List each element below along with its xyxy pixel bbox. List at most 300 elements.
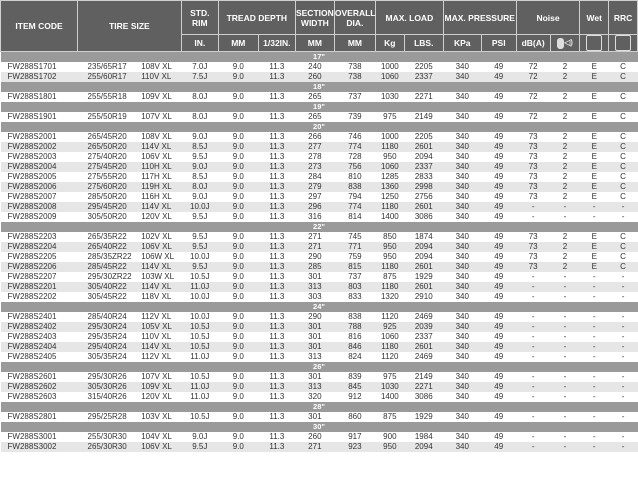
load-lbs-cell: 2094: [404, 442, 443, 452]
item-code-cell: FW288S2006: [1, 182, 78, 192]
rrc-grade-cell: C: [609, 112, 638, 122]
noise-class-cell: 2: [550, 172, 580, 182]
tread-32-cell: 11.3: [258, 142, 295, 152]
wet-grade-cell: -: [580, 392, 609, 402]
table-header: [1, 1, 638, 52]
tire-size-cell: 255/50R19: [78, 112, 140, 122]
pressure-kpa-cell: 340: [443, 262, 481, 272]
noise-db-cell: 73: [516, 152, 550, 162]
overall-dia-cell: 824: [334, 352, 375, 362]
wet-grade-cell: -: [580, 352, 609, 362]
item-code-cell: FW288S2403: [1, 332, 78, 342]
pressure-psi-cell: 49: [481, 332, 516, 342]
std-rim-cell: 10.0J: [181, 312, 218, 322]
load-lbs-cell: 3086: [404, 392, 443, 402]
tread-mm-cell: 9.0: [218, 172, 258, 182]
wet-icon-cell: [580, 35, 609, 52]
load-index-cell: 106V XL: [139, 442, 181, 452]
tire-size-cell: 255/60R17: [78, 72, 140, 82]
wet-grade-cell: E: [580, 252, 609, 262]
unit-load-kg: Kg: [375, 35, 404, 52]
rrc-grade-cell: C: [609, 92, 638, 102]
tread-mm-cell: 9.0: [218, 112, 258, 122]
load-kg-cell: 1360: [375, 182, 404, 192]
rrc-grade-cell: -: [609, 332, 638, 342]
load-lbs-cell: 1874: [404, 232, 443, 242]
pressure-kpa-cell: 340: [443, 72, 481, 82]
rim-size-section-header: [1, 122, 638, 132]
tire-size-cell: 295/30R24: [78, 322, 140, 332]
std-rim-cell: 11.0J: [181, 282, 218, 292]
rrc-grade-cell: -: [609, 352, 638, 362]
load-index-cell: 117H XL: [139, 172, 181, 182]
tread-32-cell: 11.3: [258, 72, 295, 82]
pressure-psi-cell: 49: [481, 242, 516, 252]
rrc-grade-cell: C: [609, 72, 638, 82]
table-row: [1, 292, 638, 302]
pressure-psi-cell: 49: [481, 372, 516, 382]
load-kg-cell: 875: [375, 412, 404, 422]
rim-size-label: 24": [1, 302, 638, 312]
overall-dia-cell: 739: [334, 112, 375, 122]
wet-grade-cell: E: [580, 242, 609, 252]
tread-32-cell: 11.3: [258, 272, 295, 282]
load-lbs-cell: 2337: [404, 162, 443, 172]
table-row: [1, 312, 638, 322]
pressure-kpa-cell: 340: [443, 202, 481, 212]
overall-dia-cell: 838: [334, 312, 375, 322]
pressure-psi-cell: 49: [481, 162, 516, 172]
tire-size-cell: 285/45R22: [78, 262, 140, 272]
table-row: [1, 202, 638, 212]
load-kg-cell: 1180: [375, 282, 404, 292]
std-rim-cell: 10.0J: [181, 252, 218, 262]
pressure-psi-cell: 49: [481, 92, 516, 102]
load-kg-cell: 1400: [375, 212, 404, 222]
section-width-cell: 290: [295, 312, 334, 322]
load-lbs-cell: 2094: [404, 242, 443, 252]
pressure-psi-cell: 49: [481, 292, 516, 302]
table-body: [1, 52, 638, 453]
table-row: [1, 72, 638, 82]
wet-grade-cell: E: [580, 232, 609, 242]
tread-32-cell: 11.3: [258, 342, 295, 352]
noise-class-cell: 2: [550, 112, 580, 122]
overall-dia-cell: 738: [334, 72, 375, 82]
pressure-kpa-cell: 340: [443, 192, 481, 202]
overall-dia-cell: 815: [334, 262, 375, 272]
wet-grade-cell: E: [580, 72, 609, 82]
item-code-cell: FW288S2005: [1, 172, 78, 182]
load-kg-cell: 875: [375, 272, 404, 282]
load-kg-cell: 925: [375, 322, 404, 332]
section-width-cell: 278: [295, 152, 334, 162]
std-rim-cell: 8.0J: [181, 112, 218, 122]
rim-size-section-header: [1, 52, 638, 63]
std-rim-cell: 9.5J: [181, 152, 218, 162]
wet-grade-cell: E: [580, 172, 609, 182]
noise-class-cell: 2: [550, 72, 580, 82]
pressure-psi-cell: 49: [481, 132, 516, 142]
rrc-grade-cell: C: [609, 252, 638, 262]
pressure-psi-cell: 49: [481, 312, 516, 322]
item-code-cell: FW288S2601: [1, 372, 78, 382]
tread-mm-cell: 9.0: [218, 92, 258, 102]
rrc-grade-cell: C: [609, 62, 638, 72]
tread-mm-cell: 9.0: [218, 262, 258, 272]
wet-grade-cell: -: [580, 282, 609, 292]
std-rim-cell: 10.5J: [181, 332, 218, 342]
item-code-cell: FW288S2009: [1, 212, 78, 222]
load-kg-cell: 975: [375, 372, 404, 382]
noise-class-cell: -: [550, 332, 580, 342]
pressure-psi-cell: 49: [481, 152, 516, 162]
rrc-grade-cell: C: [609, 132, 638, 142]
table-row: [1, 232, 638, 242]
pressure-psi-cell: 49: [481, 172, 516, 182]
tread-32-cell: 11.3: [258, 352, 295, 362]
noise-db-cell: -: [516, 322, 550, 332]
sound-wave-icon: ◁): [564, 38, 573, 48]
rrc-grade-cell: C: [609, 192, 638, 202]
std-rim-cell: 9.0J: [181, 432, 218, 442]
std-rim-cell: 9.0J: [181, 162, 218, 172]
rim-size-label: 19": [1, 102, 638, 112]
noise-db-cell: 73: [516, 252, 550, 262]
load-kg-cell: 1000: [375, 62, 404, 72]
overall-dia-cell: 860: [334, 412, 375, 422]
pressure-kpa-cell: 340: [443, 112, 481, 122]
pressure-psi-cell: 49: [481, 142, 516, 152]
tread-mm-cell: 9.0: [218, 272, 258, 282]
load-index-cell: 112V XL: [139, 352, 181, 362]
section-width-cell: 316: [295, 212, 334, 222]
noise-class-cell: 2: [550, 92, 580, 102]
section-width-cell: 277: [295, 142, 334, 152]
std-rim-cell: 8.0J: [181, 92, 218, 102]
noise-db-cell: 73: [516, 232, 550, 242]
load-lbs-cell: 2998: [404, 182, 443, 192]
tire-size-cell: 275/40R20: [78, 152, 140, 162]
load-kg-cell: 1180: [375, 202, 404, 212]
unit-width-mm: MM: [295, 35, 334, 52]
item-code-cell: FW288S3001: [1, 432, 78, 442]
item-code-cell: FW288S2404: [1, 342, 78, 352]
item-code-cell: FW288S2207: [1, 272, 78, 282]
noise-db-cell: 72: [516, 62, 550, 72]
pressure-kpa-cell: 340: [443, 232, 481, 242]
pressure-psi-cell: 49: [481, 282, 516, 292]
tire-size-cell: 255/30R30: [78, 432, 140, 442]
section-width-cell: 296: [295, 202, 334, 212]
rim-size-section-header: [1, 422, 638, 432]
std-rim-cell: 9.5J: [181, 232, 218, 242]
item-code-cell: FW288S2003: [1, 152, 78, 162]
noise-class-cell: -: [550, 212, 580, 222]
wet-grade-cell: -: [580, 372, 609, 382]
std-rim-cell: 10.0J: [181, 202, 218, 212]
load-index-cell: 103V XL: [139, 412, 181, 422]
noise-class-cell: 2: [550, 182, 580, 192]
tread-32-cell: 11.3: [258, 162, 295, 172]
tread-32-cell: 11.3: [258, 382, 295, 392]
pressure-kpa-cell: 340: [443, 152, 481, 162]
noise-db-cell: 73: [516, 242, 550, 252]
tire-fuel-efficiency-icon: [615, 35, 631, 51]
overall-dia-cell: 803: [334, 282, 375, 292]
pressure-kpa-cell: 340: [443, 272, 481, 282]
wet-grade-cell: -: [580, 342, 609, 352]
tire-size-cell: 285/40R24: [78, 312, 140, 322]
load-lbs-cell: 2271: [404, 92, 443, 102]
tread-mm-cell: 9.0: [218, 292, 258, 302]
noise-class-cell: -: [550, 292, 580, 302]
load-index-cell: 105V XL: [139, 322, 181, 332]
load-lbs-cell: 2205: [404, 132, 443, 142]
item-code-cell: FW288S2202: [1, 292, 78, 302]
wet-grade-cell: E: [580, 262, 609, 272]
load-index-cell: 110V XL: [139, 332, 181, 342]
noise-db-cell: -: [516, 272, 550, 282]
wet-grade-cell: -: [580, 382, 609, 392]
tread-32-cell: 11.3: [258, 312, 295, 322]
item-code-cell: FW288S2002: [1, 142, 78, 152]
pressure-psi-cell: 49: [481, 62, 516, 72]
rrc-grade-cell: C: [609, 182, 638, 192]
item-code-cell: FW288S2004: [1, 162, 78, 172]
unit-tread-mm: MM: [218, 35, 258, 52]
load-kg-cell: 1120: [375, 352, 404, 362]
pressure-kpa-cell: 340: [443, 412, 481, 422]
tread-mm-cell: 9.0: [218, 382, 258, 392]
tire-size-cell: 295/40R24: [78, 342, 140, 352]
load-index-cell: 107V XL: [139, 112, 181, 122]
wet-grade-cell: E: [580, 162, 609, 172]
load-kg-cell: 1060: [375, 162, 404, 172]
tread-mm-cell: 9.0: [218, 372, 258, 382]
noise-class-cell: -: [550, 372, 580, 382]
table-row: [1, 412, 638, 422]
wet-grade-cell: E: [580, 132, 609, 142]
wet-grade-cell: E: [580, 152, 609, 162]
std-rim-cell: 10.5J: [181, 272, 218, 282]
noise-db-cell: 73: [516, 162, 550, 172]
item-code-cell: FW288S2401: [1, 312, 78, 322]
noise-db-cell: 73: [516, 192, 550, 202]
tire-size-cell: 265/35R22: [78, 232, 140, 242]
noise-class-cell: -: [550, 312, 580, 322]
rrc-grade-cell: -: [609, 392, 638, 402]
load-kg-cell: 1285: [375, 172, 404, 182]
rrc-grade-cell: -: [609, 382, 638, 392]
std-rim-cell: 10.0J: [181, 292, 218, 302]
overall-dia-cell: 810: [334, 172, 375, 182]
overall-dia-cell: 814: [334, 212, 375, 222]
rrc-grade-cell: -: [609, 282, 638, 292]
pressure-psi-cell: 49: [481, 352, 516, 362]
table-row: [1, 192, 638, 202]
table-row: [1, 332, 638, 342]
item-code-cell: FW288S1801: [1, 92, 78, 102]
section-width-cell: 301: [295, 272, 334, 282]
wet-grade-cell: -: [580, 202, 609, 212]
load-kg-cell: 1400: [375, 392, 404, 402]
tread-32-cell: 11.3: [258, 322, 295, 332]
wet-grade-cell: -: [580, 332, 609, 342]
load-index-cell: 110H XL: [139, 162, 181, 172]
table-row: [1, 442, 638, 452]
table-row: [1, 432, 638, 442]
item-code-cell: FW288S2602: [1, 382, 78, 392]
rrc-grade-cell: -: [609, 372, 638, 382]
overall-dia-cell: 737: [334, 92, 375, 102]
header-overall-dia: OVERALL DIA.: [334, 1, 375, 35]
load-index-cell: 106V XL: [139, 152, 181, 162]
tread-mm-cell: 9.0: [218, 392, 258, 402]
rrc-grade-cell: C: [609, 162, 638, 172]
tread-32-cell: 11.3: [258, 172, 295, 182]
overall-dia-cell: 774: [334, 202, 375, 212]
item-code-cell: FW288S2205: [1, 252, 78, 262]
tread-mm-cell: 9.0: [218, 282, 258, 292]
pressure-psi-cell: 49: [481, 212, 516, 222]
item-code-cell: FW288S2001: [1, 132, 78, 142]
noise-class-cell: -: [550, 202, 580, 212]
noise-db-cell: 73: [516, 142, 550, 152]
section-width-cell: 313: [295, 282, 334, 292]
noise-db-cell: 72: [516, 112, 550, 122]
load-index-cell: 103W XL: [139, 272, 181, 282]
noise-class-cell: 2: [550, 142, 580, 152]
tire-size-cell: 285/50R20: [78, 192, 140, 202]
noise-db-cell: -: [516, 412, 550, 422]
pressure-psi-cell: 49: [481, 432, 516, 442]
tire-size-cell: 295/25R28: [78, 412, 140, 422]
load-lbs-cell: 2205: [404, 62, 443, 72]
load-kg-cell: 1030: [375, 382, 404, 392]
pressure-kpa-cell: 340: [443, 182, 481, 192]
tread-mm-cell: 9.0: [218, 212, 258, 222]
tread-32-cell: 11.3: [258, 262, 295, 272]
tread-32-cell: 11.3: [258, 192, 295, 202]
load-index-cell: 110V XL: [139, 72, 181, 82]
section-width-cell: 266: [295, 132, 334, 142]
pressure-psi-cell: 49: [481, 202, 516, 212]
noise-db-cell: 72: [516, 72, 550, 82]
overall-dia-cell: 839: [334, 372, 375, 382]
tire-size-cell: 265/45R20: [78, 132, 140, 142]
pressure-kpa-cell: 340: [443, 282, 481, 292]
rrc-grade-cell: -: [609, 272, 638, 282]
unit-tread-32: 1/32IN.: [258, 35, 295, 52]
header-section-width: SECTION WIDTH: [295, 1, 334, 35]
overall-dia-cell: 846: [334, 342, 375, 352]
tread-32-cell: 11.3: [258, 132, 295, 142]
overall-dia-cell: 728: [334, 152, 375, 162]
wet-grade-cell: -: [580, 272, 609, 282]
pressure-kpa-cell: 340: [443, 372, 481, 382]
load-kg-cell: 975: [375, 112, 404, 122]
header-wet: Wet: [580, 1, 609, 35]
rim-size-section-header: [1, 402, 638, 412]
noise-db-cell: -: [516, 332, 550, 342]
pressure-kpa-cell: 340: [443, 242, 481, 252]
std-rim-cell: 11.0J: [181, 352, 218, 362]
tread-32-cell: 11.3: [258, 62, 295, 72]
tire-size-cell: 295/35R24: [78, 332, 140, 342]
table-row: [1, 262, 638, 272]
header-tread-depth: TREAD DEPTH: [218, 1, 295, 35]
rrc-grade-cell: -: [609, 202, 638, 212]
tire-size-cell: 295/30R26: [78, 372, 140, 382]
overall-dia-cell: 746: [334, 132, 375, 142]
rrc-grade-cell: C: [609, 242, 638, 252]
noise-db-cell: -: [516, 212, 550, 222]
tread-mm-cell: 9.0: [218, 232, 258, 242]
section-width-cell: 260: [295, 72, 334, 82]
wet-grade-cell: E: [580, 142, 609, 152]
tread-32-cell: 11.3: [258, 392, 295, 402]
load-kg-cell: 950: [375, 152, 404, 162]
noise-class-cell: -: [550, 392, 580, 402]
pressure-kpa-cell: 340: [443, 312, 481, 322]
pressure-psi-cell: 49: [481, 342, 516, 352]
header-std-rim: STD. RIM: [181, 1, 218, 35]
load-index-cell: 102V XL: [139, 232, 181, 242]
load-index-cell: 119H XL: [139, 182, 181, 192]
overall-dia-cell: 738: [334, 62, 375, 72]
std-rim-cell: 7.5J: [181, 72, 218, 82]
load-index-cell: 112V XL: [139, 312, 181, 322]
pressure-psi-cell: 49: [481, 392, 516, 402]
pressure-kpa-cell: 340: [443, 92, 481, 102]
unit-dia-mm: MM: [334, 35, 375, 52]
tire-size-cell: 275/55R20: [78, 172, 140, 182]
load-index-cell: 114V XL: [139, 342, 181, 352]
item-code-cell: FW288S2203: [1, 232, 78, 242]
noise-db-cell: -: [516, 312, 550, 322]
rrc-grade-cell: -: [609, 432, 638, 442]
load-lbs-cell: 2337: [404, 332, 443, 342]
load-index-cell: 114V XL: [139, 202, 181, 212]
section-width-cell: 290: [295, 252, 334, 262]
tread-32-cell: 11.3: [258, 92, 295, 102]
load-kg-cell: 950: [375, 242, 404, 252]
wet-grade-cell: -: [580, 442, 609, 452]
tire-size-cell: 315/40R26: [78, 392, 140, 402]
overall-dia-cell: 788: [334, 322, 375, 332]
rrc-grade-cell: C: [609, 142, 638, 152]
rim-size-section-header: [1, 102, 638, 112]
tread-32-cell: 11.3: [258, 182, 295, 192]
wet-grade-cell: E: [580, 192, 609, 202]
rim-size-label: 30": [1, 422, 638, 432]
rrc-grade-cell: C: [609, 152, 638, 162]
unit-psi: PSI: [481, 35, 516, 52]
tire-wet-grip-icon: [586, 35, 602, 51]
tread-mm-cell: 9.0: [218, 72, 258, 82]
pressure-psi-cell: 49: [481, 182, 516, 192]
rrc-grade-cell: -: [609, 442, 638, 452]
overall-dia-cell: 737: [334, 272, 375, 282]
std-rim-cell: 9.5J: [181, 212, 218, 222]
load-kg-cell: 1180: [375, 262, 404, 272]
load-index-cell: 120V XL: [139, 212, 181, 222]
load-lbs-cell: 2601: [404, 342, 443, 352]
rrc-grade-cell: C: [609, 232, 638, 242]
wet-grade-cell: E: [580, 182, 609, 192]
tread-32-cell: 11.3: [258, 442, 295, 452]
